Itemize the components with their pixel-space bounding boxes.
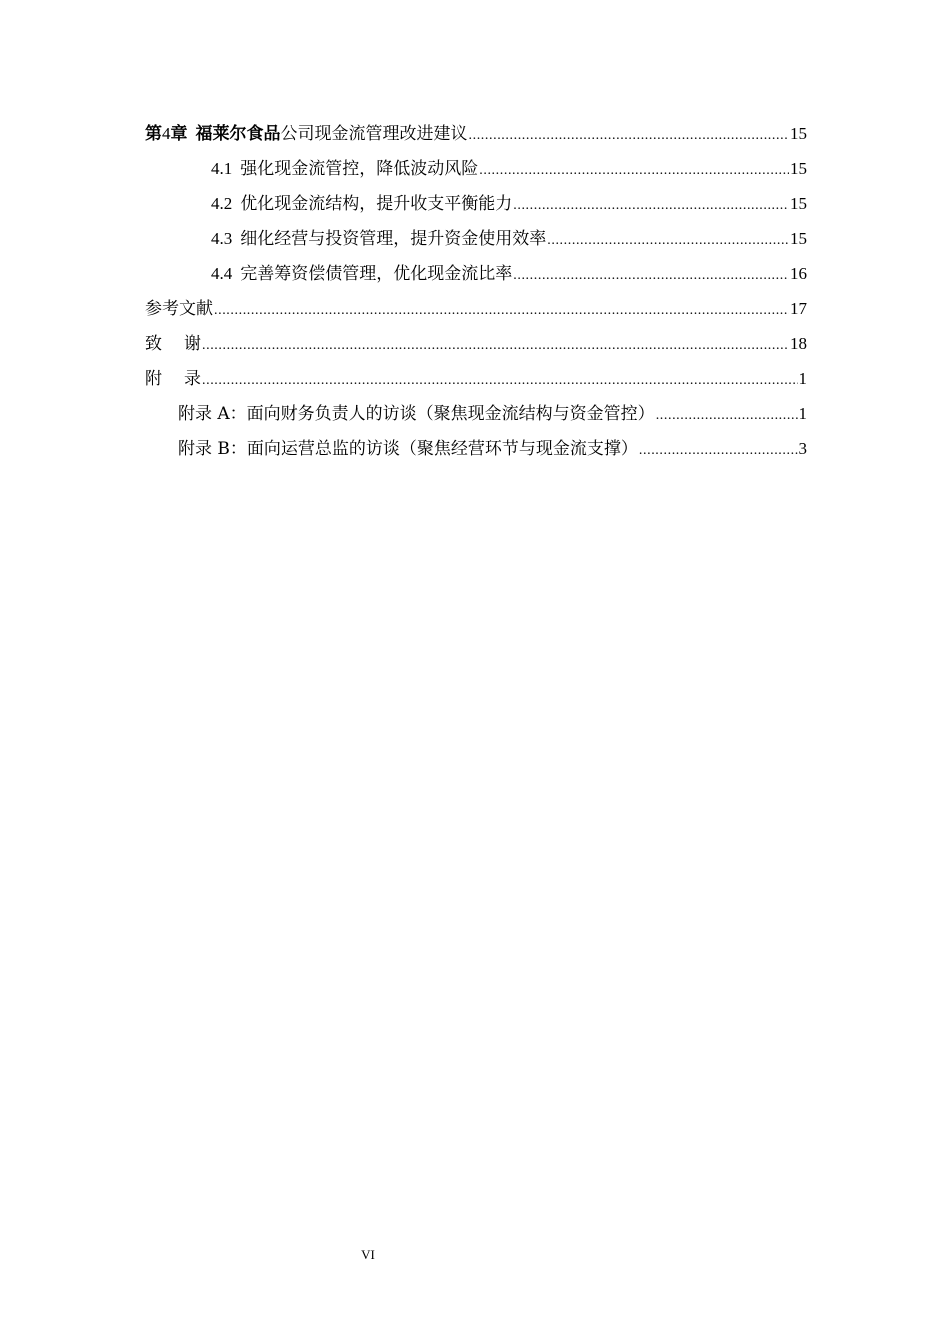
toc-entry-appendix-a[interactable] (145, 400, 807, 435)
toc-page-number: 15 (790, 124, 807, 143)
toc-dot-leader (214, 297, 789, 325)
toc-entry-section-4-2[interactable] (145, 190, 807, 225)
toc-dot-leader (202, 332, 789, 360)
toc-page-number: 18 (790, 334, 807, 353)
toc-page-number: 15 (790, 194, 807, 213)
toc-page-number: 16 (790, 264, 807, 283)
toc-page-number: 3 (798, 439, 807, 458)
toc-entry-section-4-1[interactable] (145, 155, 807, 190)
toc-dot-leader (479, 157, 789, 185)
toc-entry-title: 致 谢 (145, 334, 201, 354)
toc-entry-title: 附录 A：面向财务负责人的访谈（聚焦现金流结构与资金管控） (178, 404, 655, 424)
toc-entry-title: 4.1 强化现金流管控，降低波动风险 (211, 159, 479, 179)
toc-dot-leader (513, 192, 789, 220)
toc-page-number: 17 (790, 299, 807, 318)
toc-entry-references[interactable] (145, 295, 807, 330)
toc-entry-title: 4.3 细化经营与投资管理，提升资金使用效率 (211, 229, 547, 249)
toc-entry-title: 4.2 优化现金流结构，提升收支平衡能力 (211, 194, 513, 214)
toc-entry-appendix-b[interactable] (145, 435, 807, 470)
toc-dot-leader (513, 262, 789, 290)
toc-dot-leader (469, 122, 790, 150)
table-of-contents (145, 120, 807, 470)
toc-entry-title: 附录 B：面向运营总监的访谈（聚焦经营环节与现金流支撑） (178, 439, 638, 459)
toc-entry-title: 4.4 完善筹资偿债管理，优化现金流比率 (211, 264, 513, 284)
toc-entry-title: 附 录 (145, 369, 201, 389)
toc-dot-leader (202, 367, 798, 395)
toc-dot-leader (639, 437, 798, 465)
toc-entry-title: 参考文献 (145, 299, 213, 319)
toc-dot-leader (547, 227, 789, 255)
toc-page-number: 15 (790, 229, 807, 248)
toc-entry-chapter-4[interactable] (145, 120, 807, 155)
toc-entry-section-4-4[interactable] (145, 260, 807, 295)
toc-page-number: 1 (798, 404, 807, 423)
toc-entry-acknowledgements[interactable] (145, 330, 807, 365)
toc-page-number: 15 (790, 159, 807, 178)
toc-entry-title: 第4章 福莱尔食品公司现金流管理改进建议 (145, 124, 468, 144)
page-footer-number: VI (361, 1247, 375, 1262)
toc-entry-section-4-3[interactable] (145, 225, 807, 260)
toc-dot-leader (656, 402, 798, 430)
toc-entry-appendix[interactable] (145, 365, 807, 400)
toc-page-number: 1 (798, 369, 807, 388)
